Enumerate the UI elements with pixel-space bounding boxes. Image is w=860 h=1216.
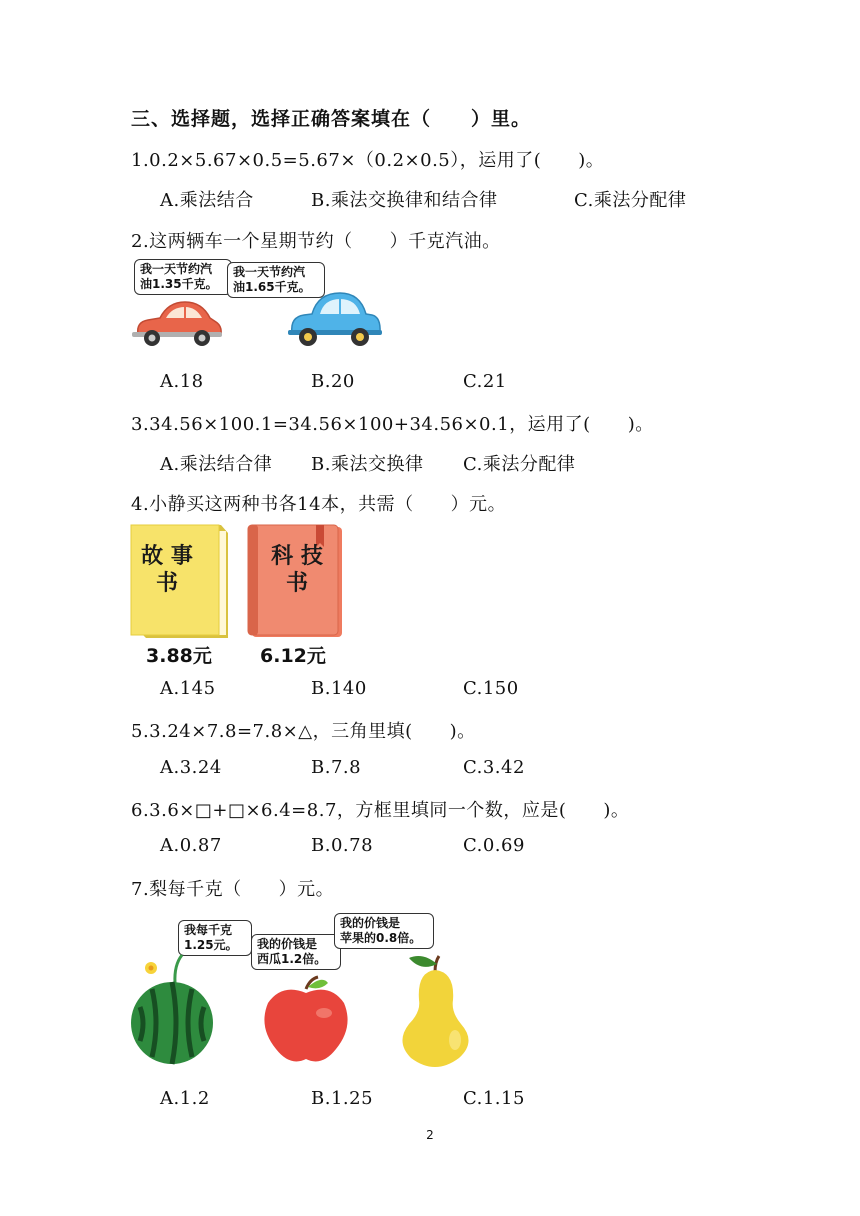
story-book-price: 3.88元 [146,645,212,667]
question-2-option-c[interactable]: C.21 [463,371,507,392]
question-4-option-a[interactable]: A.145 [160,678,216,699]
question-4-text: 4.小静买这两种书各14本，共需（ ）元。 [131,494,507,515]
question-1-option-a[interactable]: A.乘法结合 [160,190,254,211]
blue-car-speech-bubble: 我一天节约汽 油1.65千克。 [227,262,325,298]
question-3-option-b[interactable]: B.乘法交换律 [311,454,424,475]
watermelon-speech-bubble: 我每千克 1.25元。 [178,920,252,956]
question-1-option-c[interactable]: C.乘法分配律 [574,190,687,211]
question-5-option-c[interactable]: C.3.42 [463,757,525,778]
question-7-option-a[interactable]: A.1.2 [160,1088,210,1109]
question-4-option-b[interactable]: B.140 [311,678,367,699]
question-3-text: 3.34.56×100.1=34.56×100+34.56×0.1，运用了( )。 [131,414,654,435]
question-7-option-b[interactable]: B.1.25 [311,1088,374,1109]
question-6-option-a[interactable]: A.0.87 [160,835,222,856]
question-7-text: 7.梨每千克（ ）元。 [131,879,335,900]
section-heading: 三、选择题，选择正确答案填在（ ）里。 [131,108,532,130]
red-car-speech-bubble: 我一天节约汽 油1.35千克。 [134,259,232,295]
question-4-option-c[interactable]: C.150 [463,678,519,699]
question-3-option-a[interactable]: A.乘法结合律 [160,454,273,475]
pear-icon [395,950,481,1070]
red-car-icon [130,292,225,352]
question-6-text: 6.3.6×□+□×6.4=8.7，方框里填同一个数，应是( )。 [131,800,630,821]
watermelon-icon [130,945,216,1065]
question-1-text: 1.0.2×5.67×0.5=5.67×（0.2×0.5），运用了( )。 [131,150,605,171]
question-2-text: 2.这两辆车一个星期节约（ ）千克汽油。 [131,231,501,252]
apple-icon [262,975,350,1070]
science-book-title: 科 技 书 [271,544,323,596]
pear-speech-bubble: 我的价钱是 苹果的0.8倍。 [334,913,434,949]
apple-speech-bubble: 我的价钱是 西瓜1.2倍。 [251,934,341,970]
question-5-option-b[interactable]: B.7.8 [311,757,362,778]
page-number: 2 [426,1128,434,1142]
question-6-option-b[interactable]: B.0.78 [311,835,374,856]
science-book-price: 6.12元 [260,645,326,667]
question-6-option-c[interactable]: C.0.69 [463,835,525,856]
question-5-text: 5.3.24×7.8=7.8×△，三角里填( )。 [131,721,476,742]
question-2-option-b[interactable]: B.20 [311,371,355,392]
question-2-option-a[interactable]: A.18 [160,371,204,392]
story-book-title: 故 事 书 [141,544,193,596]
question-7-option-c[interactable]: C.1.15 [463,1088,525,1109]
question-1-option-b[interactable]: B.乘法交换律和结合律 [311,190,498,211]
blue-car-icon [288,287,383,352]
question-5-option-a[interactable]: A.3.24 [160,757,222,778]
question-3-option-c[interactable]: C.乘法分配律 [463,454,576,475]
